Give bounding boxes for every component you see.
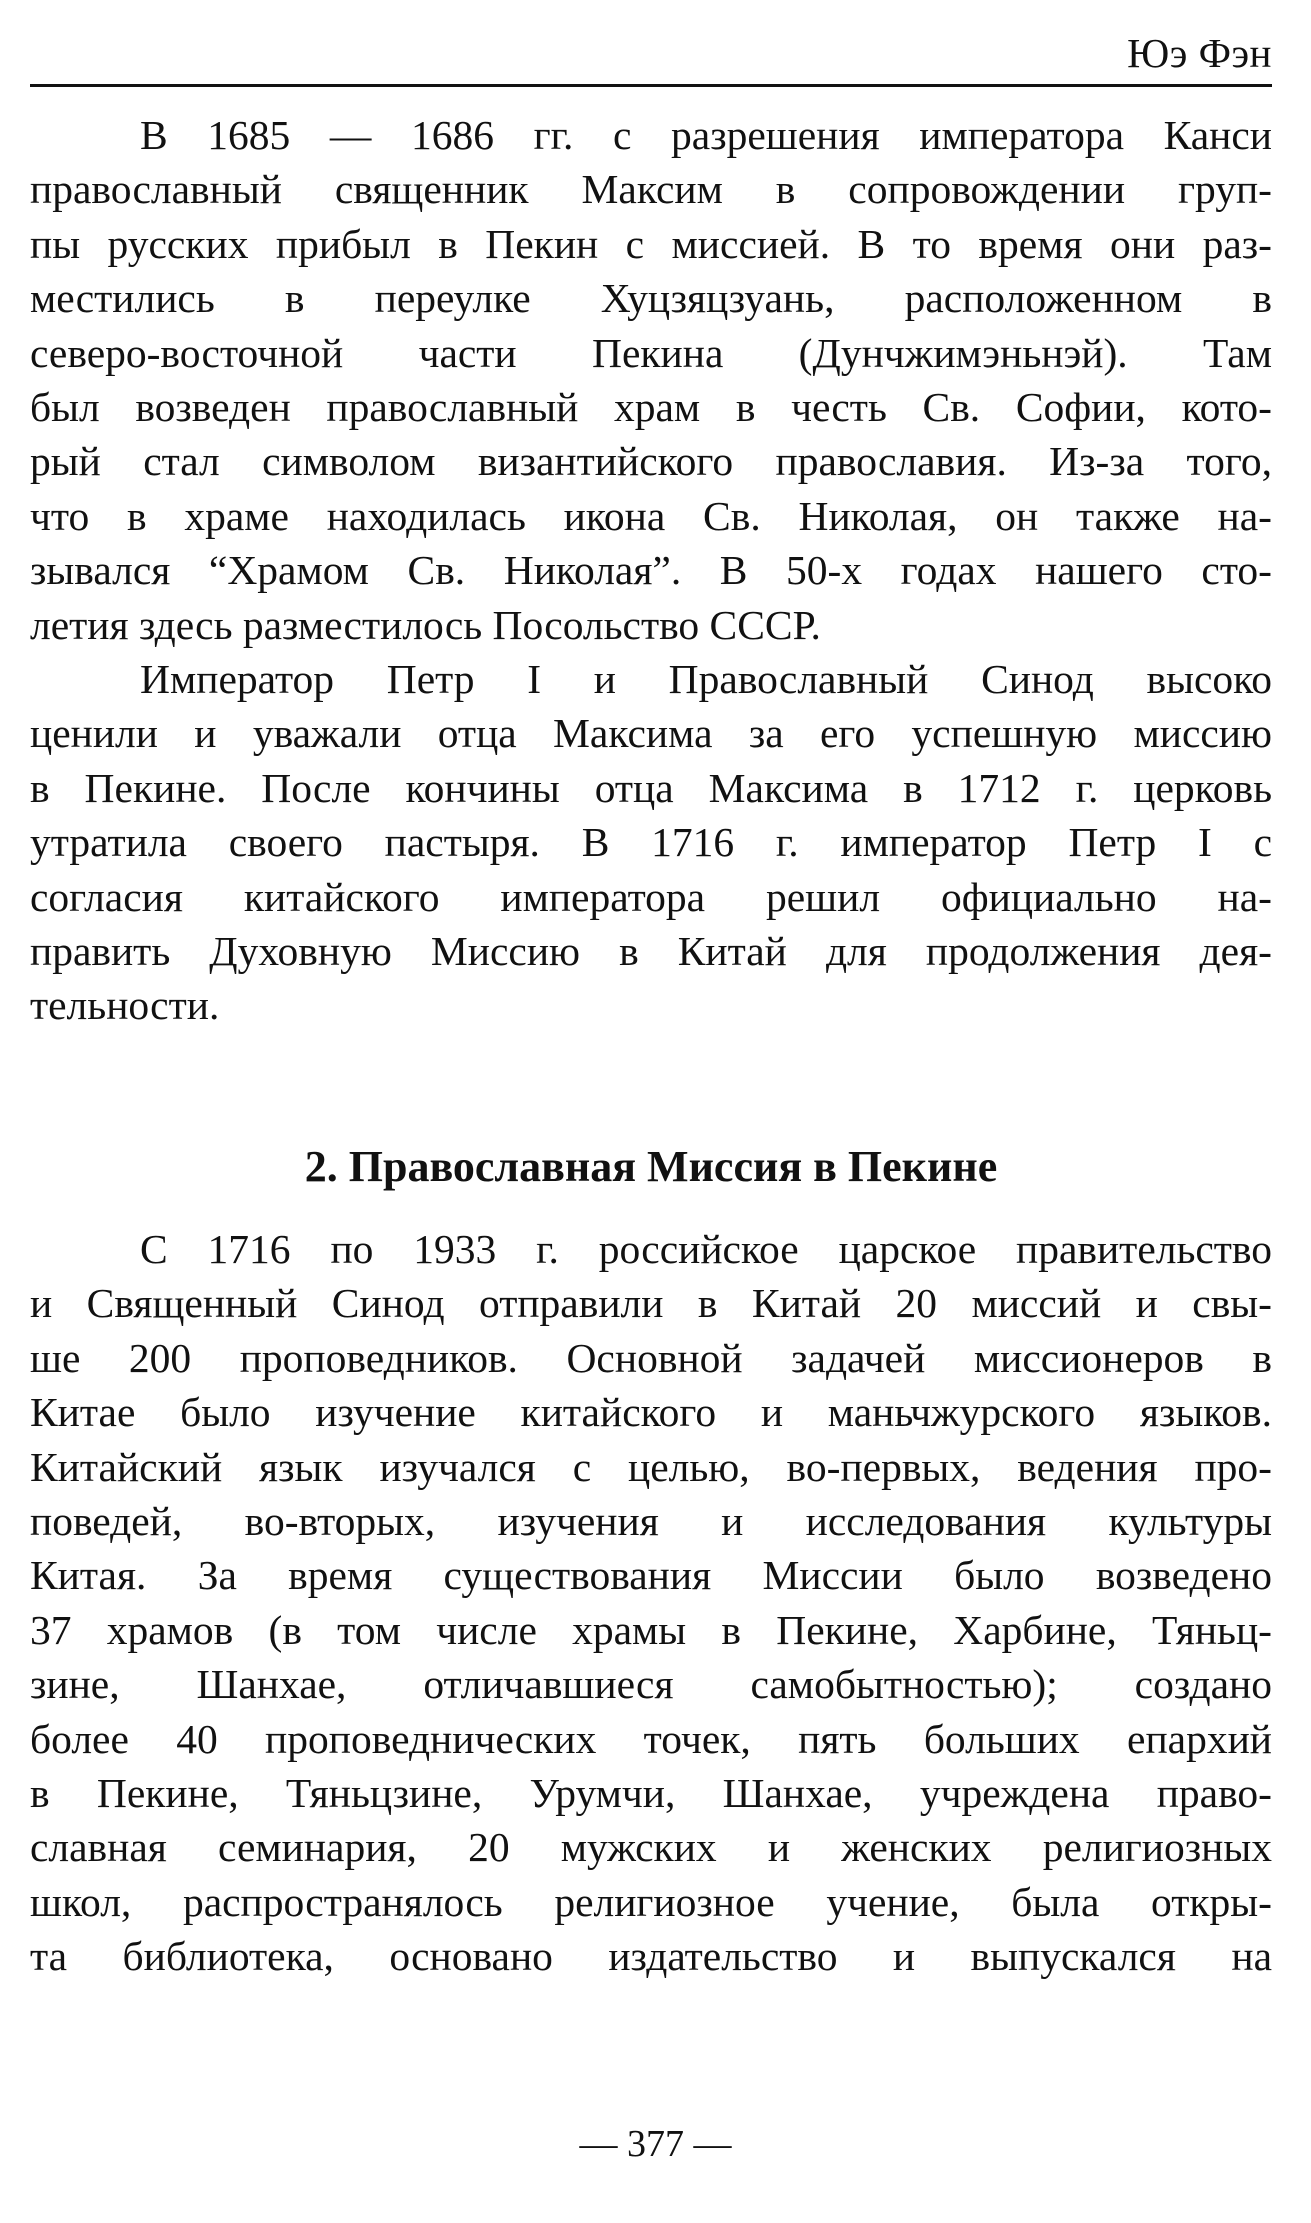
running-header-author: Юэ Фэн: [1127, 30, 1272, 76]
paragraph-line: ценили и уважали отца Максима за его успешную миссию: [30, 710, 1272, 757]
paragraph-line: зывался “Храмом Св. Николая”. В 50-х годах нашего сто-: [30, 547, 1272, 594]
paragraph-line: поведей, во-вторых, изучения и исследования культуры: [30, 1497, 1272, 1544]
paragraph-line: Китайский язык изучался с целью, во-первых, ведения про-: [30, 1443, 1272, 1490]
paragraph-line: летия здесь разместилось Посольство СССР.: [30, 601, 821, 648]
section-heading: 2. Православная Миссия в Пекине: [304, 1142, 998, 1191]
paragraph-line: зине, Шанхае, отличавшиеся самобытностью); создано: [30, 1661, 1272, 1708]
paragraph-line: ше 200 проповедников. Основной задачей миссионеров в: [30, 1334, 1272, 1381]
paragraph-line: славная семинария, 20 мужских и женских религиозных: [30, 1824, 1272, 1871]
paragraph-1: [30, 108, 1272, 652]
paragraph-line: рый стал символом византийского православия. Из-за того,: [30, 438, 1272, 485]
paragraph-line: согласия китайского императора решил официально на-: [30, 873, 1272, 920]
paragraph-line: в Пекине. После кончины отца Максима в 1712 г. церковь: [30, 764, 1272, 811]
paragraph-3: [30, 1222, 1272, 1983]
header-rule: [30, 84, 1272, 87]
paragraph-line: Император Петр I и Православный Синод высоко: [140, 656, 1272, 702]
paragraph-line: тельности.: [30, 982, 220, 1029]
paragraph-line: северо-восточной части Пекина (Дунчжимэньнэй). Там: [30, 329, 1272, 376]
paragraph-line: 37 храмов (в том числе храмы в Пекине, Харбине, Тяньц-: [30, 1606, 1272, 1653]
paragraph-line: та библиотека, основано издательство и выпускался на: [30, 1933, 1272, 1980]
paragraph-line: утратила своего пастыря. В 1716 г. император Петр I с: [30, 819, 1272, 866]
paragraph-line: и Священный Синод отправили в Китай 20 миссий и свы-: [30, 1280, 1272, 1327]
paragraph-line: в Пекине, Тяньцзине, Урумчи, Шанхае, учреждена право-: [30, 1769, 1272, 1816]
paragraph-line: православный священник Максим в сопровождении груп-: [30, 166, 1272, 213]
paragraph-line: местились в переулке Хуцзяцзуань, расположенном в: [30, 275, 1272, 322]
paragraph-line: школ, распространялось религиозное учение, была откры-: [30, 1878, 1272, 1925]
paragraph-line: пы русских прибыл в Пекин с миссией. В то время они раз-: [30, 220, 1272, 267]
paragraph-line: править Духовную Миссию в Китай для продолжения дея-: [30, 927, 1272, 974]
paragraph-line: Китая. За время существования Миссии было возведено: [30, 1552, 1272, 1599]
running-header: [30, 26, 1272, 86]
paragraph-2: [30, 652, 1272, 1033]
paragraph-line: более 40 проповеднических точек, пять больших епархий: [30, 1715, 1272, 1762]
paragraph-line: В 1685 — 1686 гг. с разрешения императора Канси: [140, 112, 1272, 158]
paragraph-line: что в храме находилась икона Св. Николая, он также на-: [30, 492, 1272, 539]
page-number: — 377 —: [579, 2123, 732, 2165]
paragraph-line: был возведен православный храм в честь Св. Софии, кото-: [30, 383, 1272, 430]
paragraph-line: С 1716 по 1933 г. российское царское правительство: [140, 1226, 1272, 1272]
paragraph-line: Китае было изучение китайского и маньчжурского языков.: [30, 1389, 1272, 1436]
